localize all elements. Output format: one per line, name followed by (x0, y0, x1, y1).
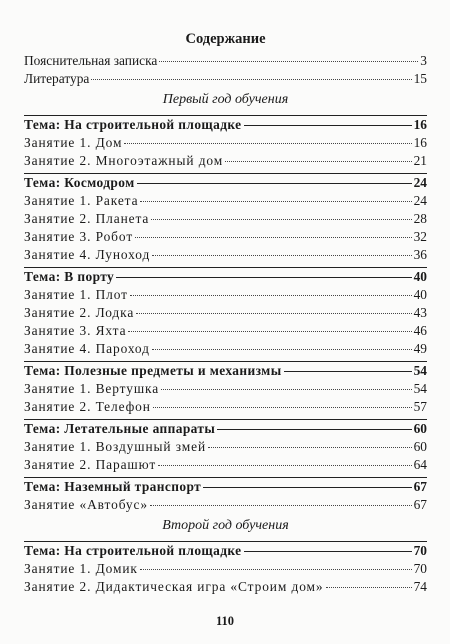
leader-line (116, 277, 411, 278)
section-heading-year1: Первый год обучения (162, 92, 289, 107)
toc-entry-label: Тема: Наземный транспорт (24, 479, 202, 494)
toc-page-number: 67 (413, 497, 427, 512)
toc-entry-label: Занятие 1. Домик (24, 561, 138, 576)
toc-page-number: 16 (413, 117, 427, 132)
toc-page-number: 40 (413, 269, 427, 284)
toc-entry-label: Занятие 1. Вертушка (24, 381, 160, 396)
year1-list (24, 115, 427, 514)
toc-entry-label: Занятие 2. Многоэтажный дом (24, 153, 224, 168)
toc-page-number: 70 (413, 561, 427, 576)
toc-lesson-row (24, 286, 427, 304)
page-title: Содержание (185, 31, 266, 47)
toc-entry-label: Тема: На строительной площадке (24, 117, 242, 132)
table-of-contents (24, 28, 427, 596)
toc-entry-row (24, 52, 427, 70)
leader-line (217, 429, 411, 430)
toc-entry-label: Тема: Полезные предметы и механизмы (24, 363, 282, 378)
leader-line (225, 161, 411, 162)
toc-entry-label: Занятие 2. Лодка (24, 305, 135, 320)
leader-line (152, 349, 412, 350)
toc-topic-row (24, 173, 427, 192)
toc-page-number: 3 (420, 53, 427, 68)
section-heading-year2: Второй год обучения (162, 518, 289, 533)
toc-page-number: 70 (413, 543, 427, 558)
leader-line (152, 255, 411, 256)
toc-lesson-row (24, 560, 427, 578)
toc-page-number: 24 (413, 193, 427, 208)
leader-line (284, 371, 412, 372)
toc-page-number: 60 (413, 421, 427, 436)
toc-page-number: 15 (413, 71, 427, 86)
toc-entry-label: Тема: Космодром (24, 175, 135, 190)
toc-lesson-row (24, 578, 427, 596)
toc-lesson-row (24, 438, 427, 456)
toc-entry-label: Занятие 2. Парашют (24, 457, 157, 472)
leader-line (150, 505, 412, 506)
leader-line (140, 569, 412, 570)
leader-line (91, 79, 411, 80)
toc-entry-label: Занятие 3. Яхта (24, 323, 127, 338)
toc-entry-label: Тема: Летательные аппараты (24, 421, 216, 436)
toc-topic-row (24, 267, 427, 286)
toc-lesson-row (24, 380, 427, 398)
toc-entry-label: Занятие 4. Луноход (24, 247, 151, 262)
year2-list (24, 541, 427, 596)
toc-topic-row (24, 477, 427, 496)
toc-lesson-row (24, 456, 427, 474)
toc-lesson-row (24, 304, 427, 322)
leader-line (135, 237, 412, 238)
toc-topic-row (24, 361, 427, 380)
toc-topic-row (24, 541, 427, 560)
toc-page-number: 74 (413, 579, 427, 594)
toc-entry-label: Занятие 3. Робот (24, 229, 134, 244)
toc-page-number: 40 (413, 287, 427, 302)
toc-entry-label: Тема: В порту (24, 269, 115, 284)
toc-lesson-row (24, 210, 427, 228)
leader-line (244, 125, 412, 126)
leader-line (140, 201, 411, 202)
leader-line (153, 407, 412, 408)
toc-entry-label: Занятие 2. Дидактическая игра «Строим дом» (24, 579, 324, 594)
toc-lesson-row (24, 496, 427, 514)
leader-line (208, 447, 412, 448)
toc-page-number: 36 (413, 247, 427, 262)
leader-line (161, 389, 412, 390)
toc-entry-label: Тема: На строительной площадке (24, 543, 242, 558)
toc-entry-label: Занятие 2. Планета (24, 211, 150, 226)
leader-line (158, 465, 411, 466)
page-number: 110 (215, 614, 235, 628)
toc-entry-label: Занятие 1. Дом (24, 135, 123, 150)
toc-lesson-row (24, 152, 427, 170)
toc-page-number: 54 (413, 381, 427, 396)
toc-entry-label: Занятие 1. Ракета (24, 193, 139, 208)
toc-topic-row (24, 419, 427, 438)
toc-page-number: 28 (413, 211, 427, 226)
toc-lesson-row (24, 340, 427, 358)
toc-topic-row (24, 115, 427, 134)
toc-page-number: 60 (413, 439, 427, 454)
toc-lesson-row (24, 398, 427, 416)
toc-lesson-row (24, 322, 427, 340)
leader-line (203, 487, 412, 488)
toc-lesson-row (24, 192, 427, 210)
toc-entry-label: Занятие 2. Телефон (24, 399, 151, 414)
toc-entry-label: Литература (24, 71, 90, 86)
toc-lesson-row (24, 134, 427, 152)
toc-entry-row (24, 70, 427, 88)
leader-line (244, 551, 412, 552)
leader-line (128, 331, 411, 332)
toc-page-number: 21 (413, 153, 427, 168)
toc-entry-label: Занятие 1. Воздушный змей (24, 439, 207, 454)
toc-page-number: 57 (413, 399, 427, 414)
toc-page-number: 64 (413, 457, 427, 472)
leader-line (326, 587, 412, 588)
leader-line (151, 219, 411, 220)
toc-page-number: 16 (413, 135, 427, 150)
toc-lesson-row (24, 228, 427, 246)
toc-page-number: 32 (413, 229, 427, 244)
toc-page-number: 46 (413, 323, 427, 338)
toc-page-number: 67 (413, 479, 427, 494)
leader-line (130, 295, 412, 296)
leader-line (136, 313, 411, 314)
toc-entry-label: Занятие 4. Пароход (24, 341, 150, 356)
leader-line (124, 143, 411, 144)
leader-line (159, 61, 418, 62)
toc-page-number: 43 (413, 305, 427, 320)
toc-entry-label: Занятие «Автобус» (24, 497, 148, 512)
toc-entry-label: Пояснительная записка (24, 53, 158, 68)
toc-page-number: 24 (413, 175, 427, 190)
front-matter (24, 52, 427, 88)
toc-lesson-row (24, 246, 427, 264)
toc-entry-label: Занятие 1. Плот (24, 287, 128, 302)
leader-line (137, 183, 412, 184)
toc-page-number: 49 (413, 341, 427, 356)
toc-page-number: 54 (413, 363, 427, 378)
